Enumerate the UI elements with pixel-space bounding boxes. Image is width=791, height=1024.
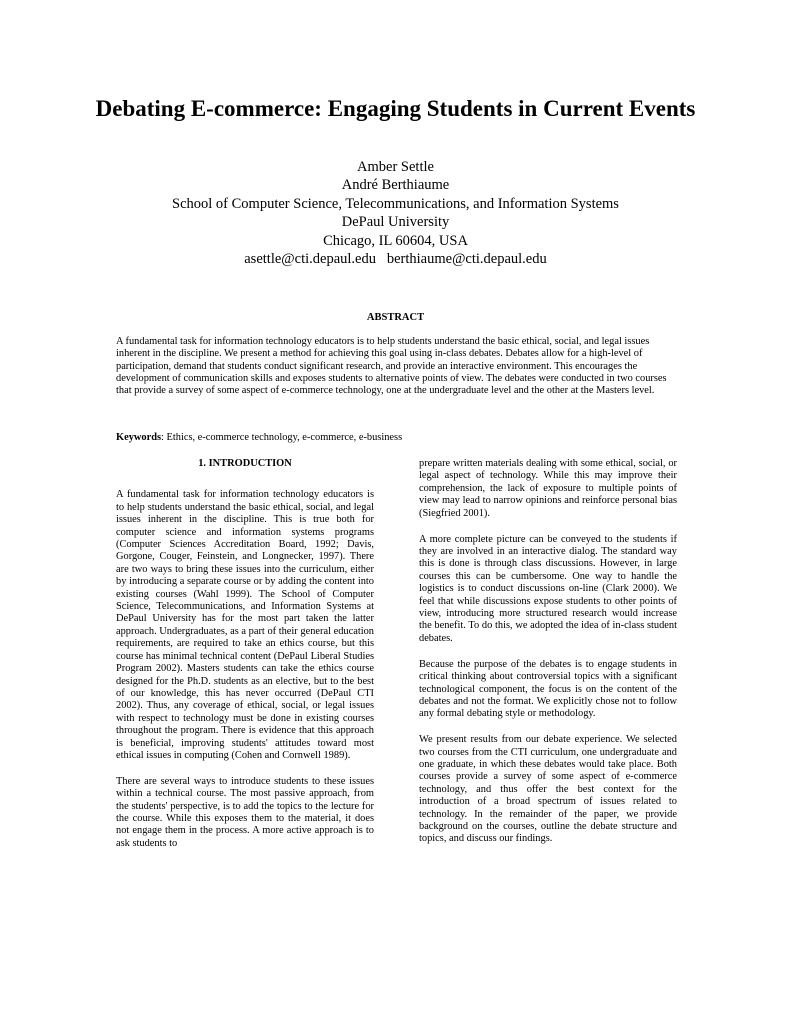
left-column	[116, 458, 374, 864]
section-heading: 1. INTRODUCTION	[198, 458, 292, 469]
keywords-label: Keywords	[116, 432, 162, 443]
author-emails: asettle@cti.depaul.edu berthiaume@cti.depaul.edu	[244, 251, 547, 268]
author-block	[60, 158, 731, 268]
keywords-text: : Ethics, e-commerce technology, e-commerce, e-business	[161, 432, 403, 443]
university: DePaul University	[341, 214, 450, 231]
keywords	[116, 432, 675, 444]
paper-title: Debating E-commerce: Engaging Students in Current Events	[95, 96, 696, 121]
body-paragraph: A fundamental task for information technology educators is to help students understand the basic ethical, social, and legal issues inherent in the discipline. This is true both for computer science and information systems programs (Computer Sciences Accreditation Board, 1992; Davis, Gorgone, Couger, Feinstein, and Longnecker, 1997). There are two ways to bring these issues into the curriculum, either by introducing a separate course or by adding the content into existing courses (Wahl 1999). The School of Computer Science, Telecommunications, and Information Systems at DePaul University has for the most part taken the latter approach. Undergraduates, as a part of their general education requirements, are required to take an ethics course, but this course has minimal technical content (DePaul Liberal Studies Program 2002). Masters students can take the ethics course designed for the Ph.D. students as an elective, but to the best of our knowledge, this has never occurred (DePaul CTI 2002). Thus, any coverage of ethical, social, or legal issues with respect to technology must be done in existing courses throughout the program. There is evidence that this approach is beneficial, improving students' attitudes toward most ethical issues in computing (Cohen and Cornwell 1989).	[116, 489, 374, 761]
affiliation: School of Computer Science, Telecommunications, and Information Systems	[172, 195, 619, 212]
author-name: Amber Settle	[357, 159, 434, 175]
abstract-text: A fundamental task for information technology educators is to help students understand the basic ethical, social, and legal issues inherent in the discipline. We present a method for achieving this goal using in-class debates. Debates allow for a high-level of participation, demand that students conduct significant research, and provide an interactive environment. This encourages the development of communication skills and exposes students to alternative points of view. The debates were conducted in two courses that provide a survey of some aspect of e-commerce technology, one at the undergraduate level and the other at the Masters level.	[116, 336, 667, 397]
author-name: André Berthiaume	[341, 177, 450, 194]
body-paragraph: There are several ways to introduce students to these issues within a technical course. The most passive approach, from the students' perspective, is to add the topics to the lecture for the course. While this exposes them to the material, it does not engage them in the process. A more active approach is to ask students to	[116, 775, 374, 849]
abstract-heading: ABSTRACT	[366, 312, 425, 323]
body-paragraph: We present results from our debate experience. We selected two courses from the CTI curriculum, one undergraduate and one graduate, in which these debates would take place. Both courses provide a survey of some aspect of e-commerce technology, and thus offer the best context for the introduction of a broad spectrum of issues related to technology. In the remainder of the paper, we provide background on the courses, outline the debate structure and topics, and discuss our findings.	[419, 734, 677, 845]
location: Chicago, IL 60604, USA	[323, 232, 468, 249]
body-paragraph: Because the purpose of the debates is to engage students in critical thinking about controversial topics with a significant technological component, the focus is on the content of the debates and not the format. We explicitly chose not to follow any formal debating style or methodology.	[419, 658, 677, 720]
body-paragraph: prepare written materials dealing with some ethical, social, or legal aspect of technology. While this may improve their comprehension, the lack of exposure to multiple points of view may lead to narrow opinions and reinforce personal bias (Siegfried 2001).	[419, 458, 677, 519]
body-paragraph: A more complete picture can be conveyed to the students if they are involved in an interactive dialog. The standard way this is done is through class discussions. However, in large courses this can be cumbersome. One way to handle the logistics is to conduct discussions on-line (Clark 2000). We feel that while discussions expose students to other points of view, introducing more structured research would increase the benefit. To do this, we adopted the idea of in-class student debates.	[419, 533, 677, 644]
right-column	[419, 458, 677, 859]
